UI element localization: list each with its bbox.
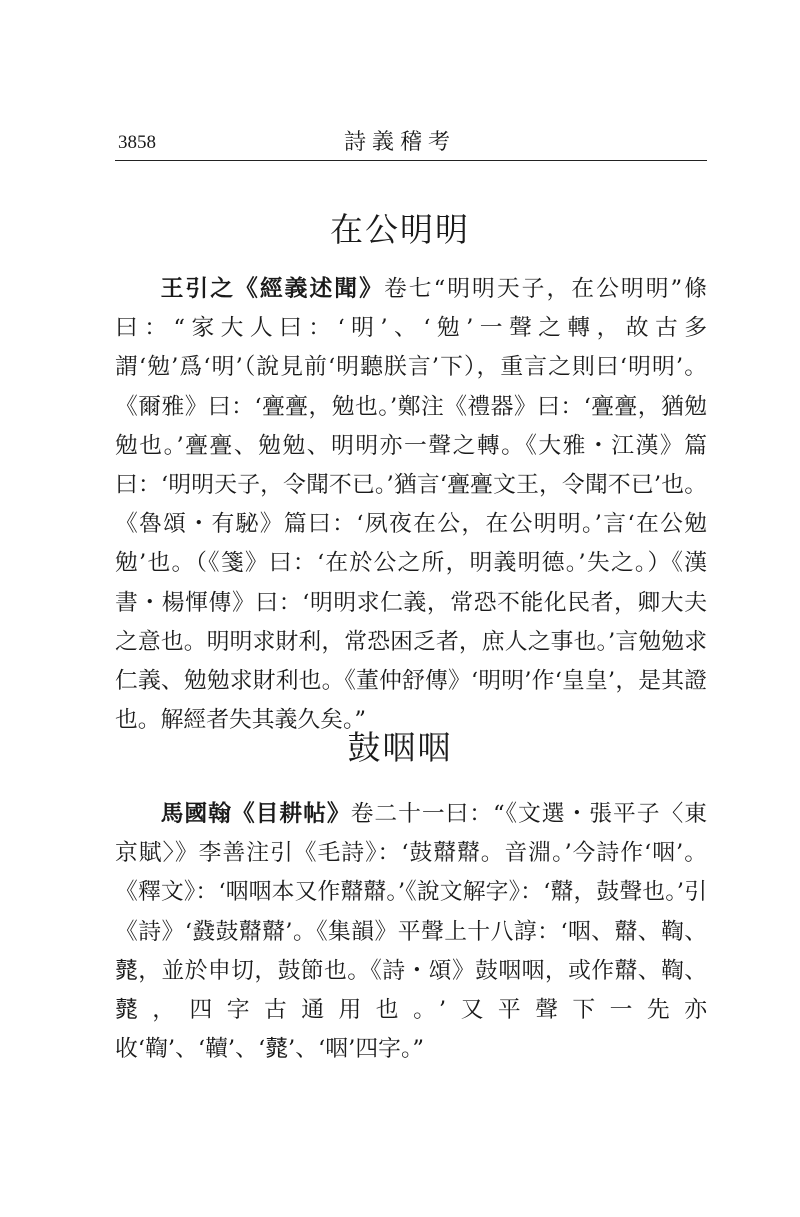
header-rule	[115, 160, 707, 161]
author-name: 王引之	[160, 276, 236, 302]
author-name: 馬國翰	[160, 801, 232, 827]
section-body	[115, 795, 707, 1069]
book-title: 《經義述聞》	[235, 276, 384, 302]
page-number: 3858	[118, 132, 156, 153]
section-body	[115, 270, 707, 740]
book-title: 《目耕帖》	[231, 801, 351, 827]
section-title: 鼓咽咽	[347, 728, 453, 767]
quoted-text: 卷七“明明天子，在公明明”條曰：“家大人曰：‘明’、‘勉’一聲之轉，故古多謂‘勉’爲‘明’（說見前‘明聽朕言’下），重言之則曰‘明明’。《爾雅》曰：‘亹亹，勉也。’鄭注《禮器》曰：‘亹亹，猶勉勉也。’亹亹、勉勉、明明亦一聲之轉。《大雅・江漢》篇曰：‘明明天子，令聞不已。’猶言‘亹亹文王，令聞不已’也。《魯頌・有駜》篇曰：‘夙夜在公，在公明明。’言‘在公勉勉’也。（《箋》曰：‘在於公之所，明義明德。’失之。）《漢書・楊惲傳》曰：‘明明求仁義，常恐不能化民者，卿大夫之意也。明明求財利，常恐困乏者，庶人之事也。’言勉勉求仁義、勉勉求財利也。《董仲舒傳》‘明明’作‘皇皇’，是其證也。解經者失其義久矣。”	[115, 276, 708, 734]
running-title: 詩義稽考	[343, 130, 456, 155]
quoted-text: 卷二十一曰：“《文選・張平子〈東京賦〉》李善注引《毛詩》：‘鼓鼘鼘。音淵。’今詩作‘咽’。《釋文》：‘咽咽本又作鼘鼘。’《說文解字》：‘鼘，鼓聲也。’引《詩》‘鼗鼓鼘鼘’。《集韻》平聲上十八諄：‘咽、鼘、鞫、𪔛，並於申切，鼓節也。《詩・頌》鼓咽咽，或作鼘、鞫、𪔛，四字古通用也。’又平聲下一先亦收‘鞫’、‘韇’、‘𪔛’、‘咽’四字。”	[115, 801, 708, 1063]
section-title: 在公明明	[330, 210, 470, 249]
